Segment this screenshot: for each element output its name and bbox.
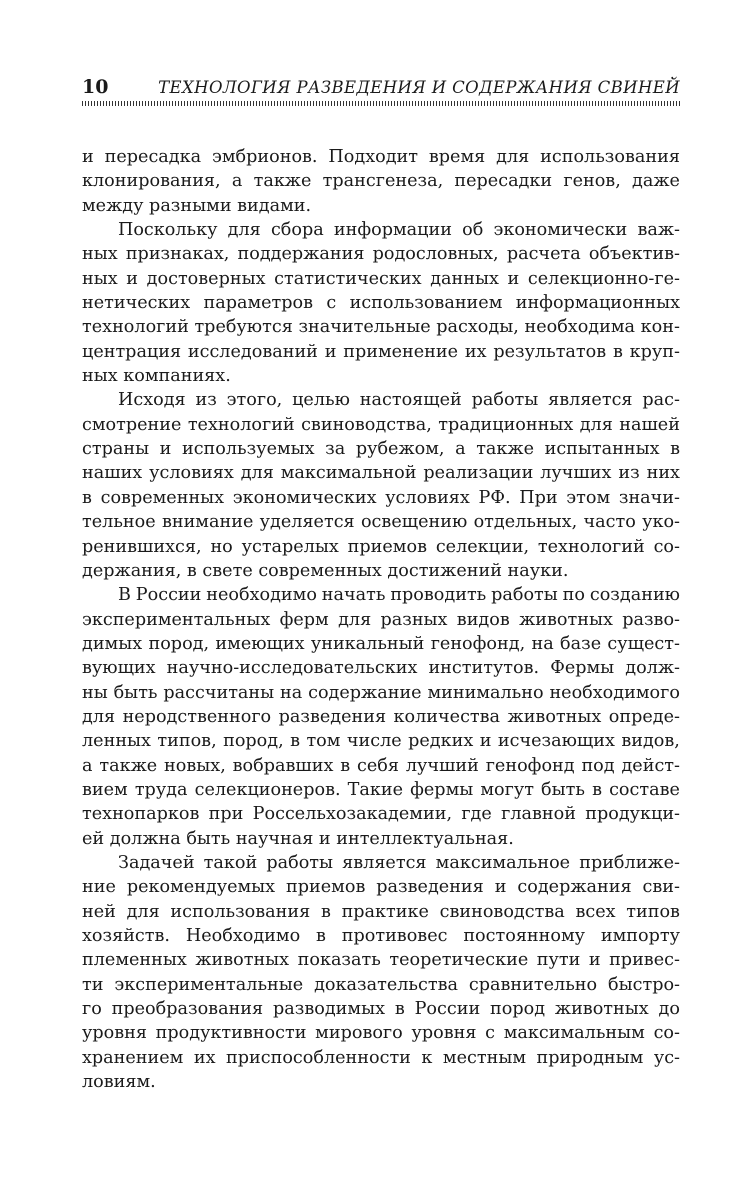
text-line: экспериментальных ферм для разных видов животных разво- xyxy=(82,609,680,630)
text-line: ны быть рассчитаны на содержание минимально необходимого xyxy=(82,682,680,703)
text-line: а также новых, вобравших в себя лучший генофонд под дейст- xyxy=(82,755,680,776)
text-line: Задачей такой работы является максимальное приближе- xyxy=(118,852,680,873)
text-line: димых пород, имеющих уникальный генофонд, на базе сущест- xyxy=(82,633,680,654)
text-line: ти экспериментальные доказательства сравнительно быстро- xyxy=(82,974,680,995)
text-line: технопарков при Россельхозакадемии, где главной продукци- xyxy=(82,804,680,825)
header-divider xyxy=(82,101,680,106)
paragraph xyxy=(82,388,680,583)
text-line: ных и достоверных статистических данных и селекционно-ге- xyxy=(82,268,680,289)
text-line: племенных животных показать теоретические пути и привес- xyxy=(82,950,680,971)
text-line: наших условиях для максимальной реализации лучших из них xyxy=(82,463,680,484)
text-line: вием труда селекционеров. Такие фермы могут быть в составе xyxy=(82,779,680,800)
paragraph xyxy=(82,218,680,388)
text-line: ных признаках, поддержания родословных, расчета объектив- xyxy=(82,244,680,265)
text-line: клонирования, а также трансгенеза, пересадки генов, даже xyxy=(82,171,680,192)
page-number: 10 xyxy=(82,76,109,98)
text-line: хранением их приспособленности к местным природным ус- xyxy=(82,1047,680,1068)
text-line: между разными видами. xyxy=(82,195,312,216)
text-line: ние рекомендуемых приемов разведения и содержания сви- xyxy=(82,877,680,898)
text-line: уровня продуктивности мирового уровня с максимальным со- xyxy=(82,1023,680,1044)
text-line: В России необходимо начать проводить работы по созданию xyxy=(118,585,680,606)
text-line: центрация исследований и применение их результатов в круп- xyxy=(82,341,680,362)
text-line: вующих научно-исследовательских институтов. Фермы долж- xyxy=(82,658,680,679)
paragraph xyxy=(82,851,680,1094)
text-line: нетических параметров с использованием информационных xyxy=(82,293,680,314)
text-line: держания, в свете современных достижений науки. xyxy=(82,560,569,581)
text-line: Поскольку для сбора информации об экономически важ- xyxy=(118,220,680,241)
text-line: технологий требуются значительные расходы, необходима кон- xyxy=(82,317,680,338)
text-line: тельное внимание уделяется освещению отдельных, часто уко- xyxy=(82,512,680,533)
paragraph xyxy=(82,583,680,851)
text-line: Исходя из этого, целью настоящей работы является рас- xyxy=(118,390,680,411)
paragraph xyxy=(82,145,680,218)
running-title: ТЕХНОЛОГИЯ РАЗВЕДЕНИЯ И СОДЕРЖАНИЯ СВИНЕЙ xyxy=(158,78,680,97)
text-line: го преобразования разводимых в России пород животных до xyxy=(82,999,680,1020)
text-line: ных компаниях. xyxy=(82,366,231,387)
text-line: хозяйств. Необходимо в противовес постоянному импорту xyxy=(82,926,680,946)
text-line: ней для использования в практике свиноводства всех типов xyxy=(82,901,680,922)
text-line: в современных экономических условиях РФ. При этом значи- xyxy=(82,487,680,508)
text-line: страны и используемых за рубежом, а также испытанных в xyxy=(82,439,680,460)
text-line: ей должна быть научная и интеллектуальная. xyxy=(82,828,514,849)
text-line: и пересадка эмбрионов. Подходит время для использования xyxy=(82,147,680,167)
text-line: для неродственного разведения количества животных опреде- xyxy=(82,706,680,727)
text-line: ленных типов, пород, в том числе редких и исчезающих видов, xyxy=(82,731,680,752)
text-line: смотрение технологий свиноводства, традиционных для нашей xyxy=(82,414,680,435)
text-line: ренившихся, но устарелых приемов селекции, технологий со- xyxy=(82,536,680,557)
body-text xyxy=(82,145,680,1094)
text-line: ловиям. xyxy=(82,1072,156,1093)
running-header xyxy=(82,76,680,102)
